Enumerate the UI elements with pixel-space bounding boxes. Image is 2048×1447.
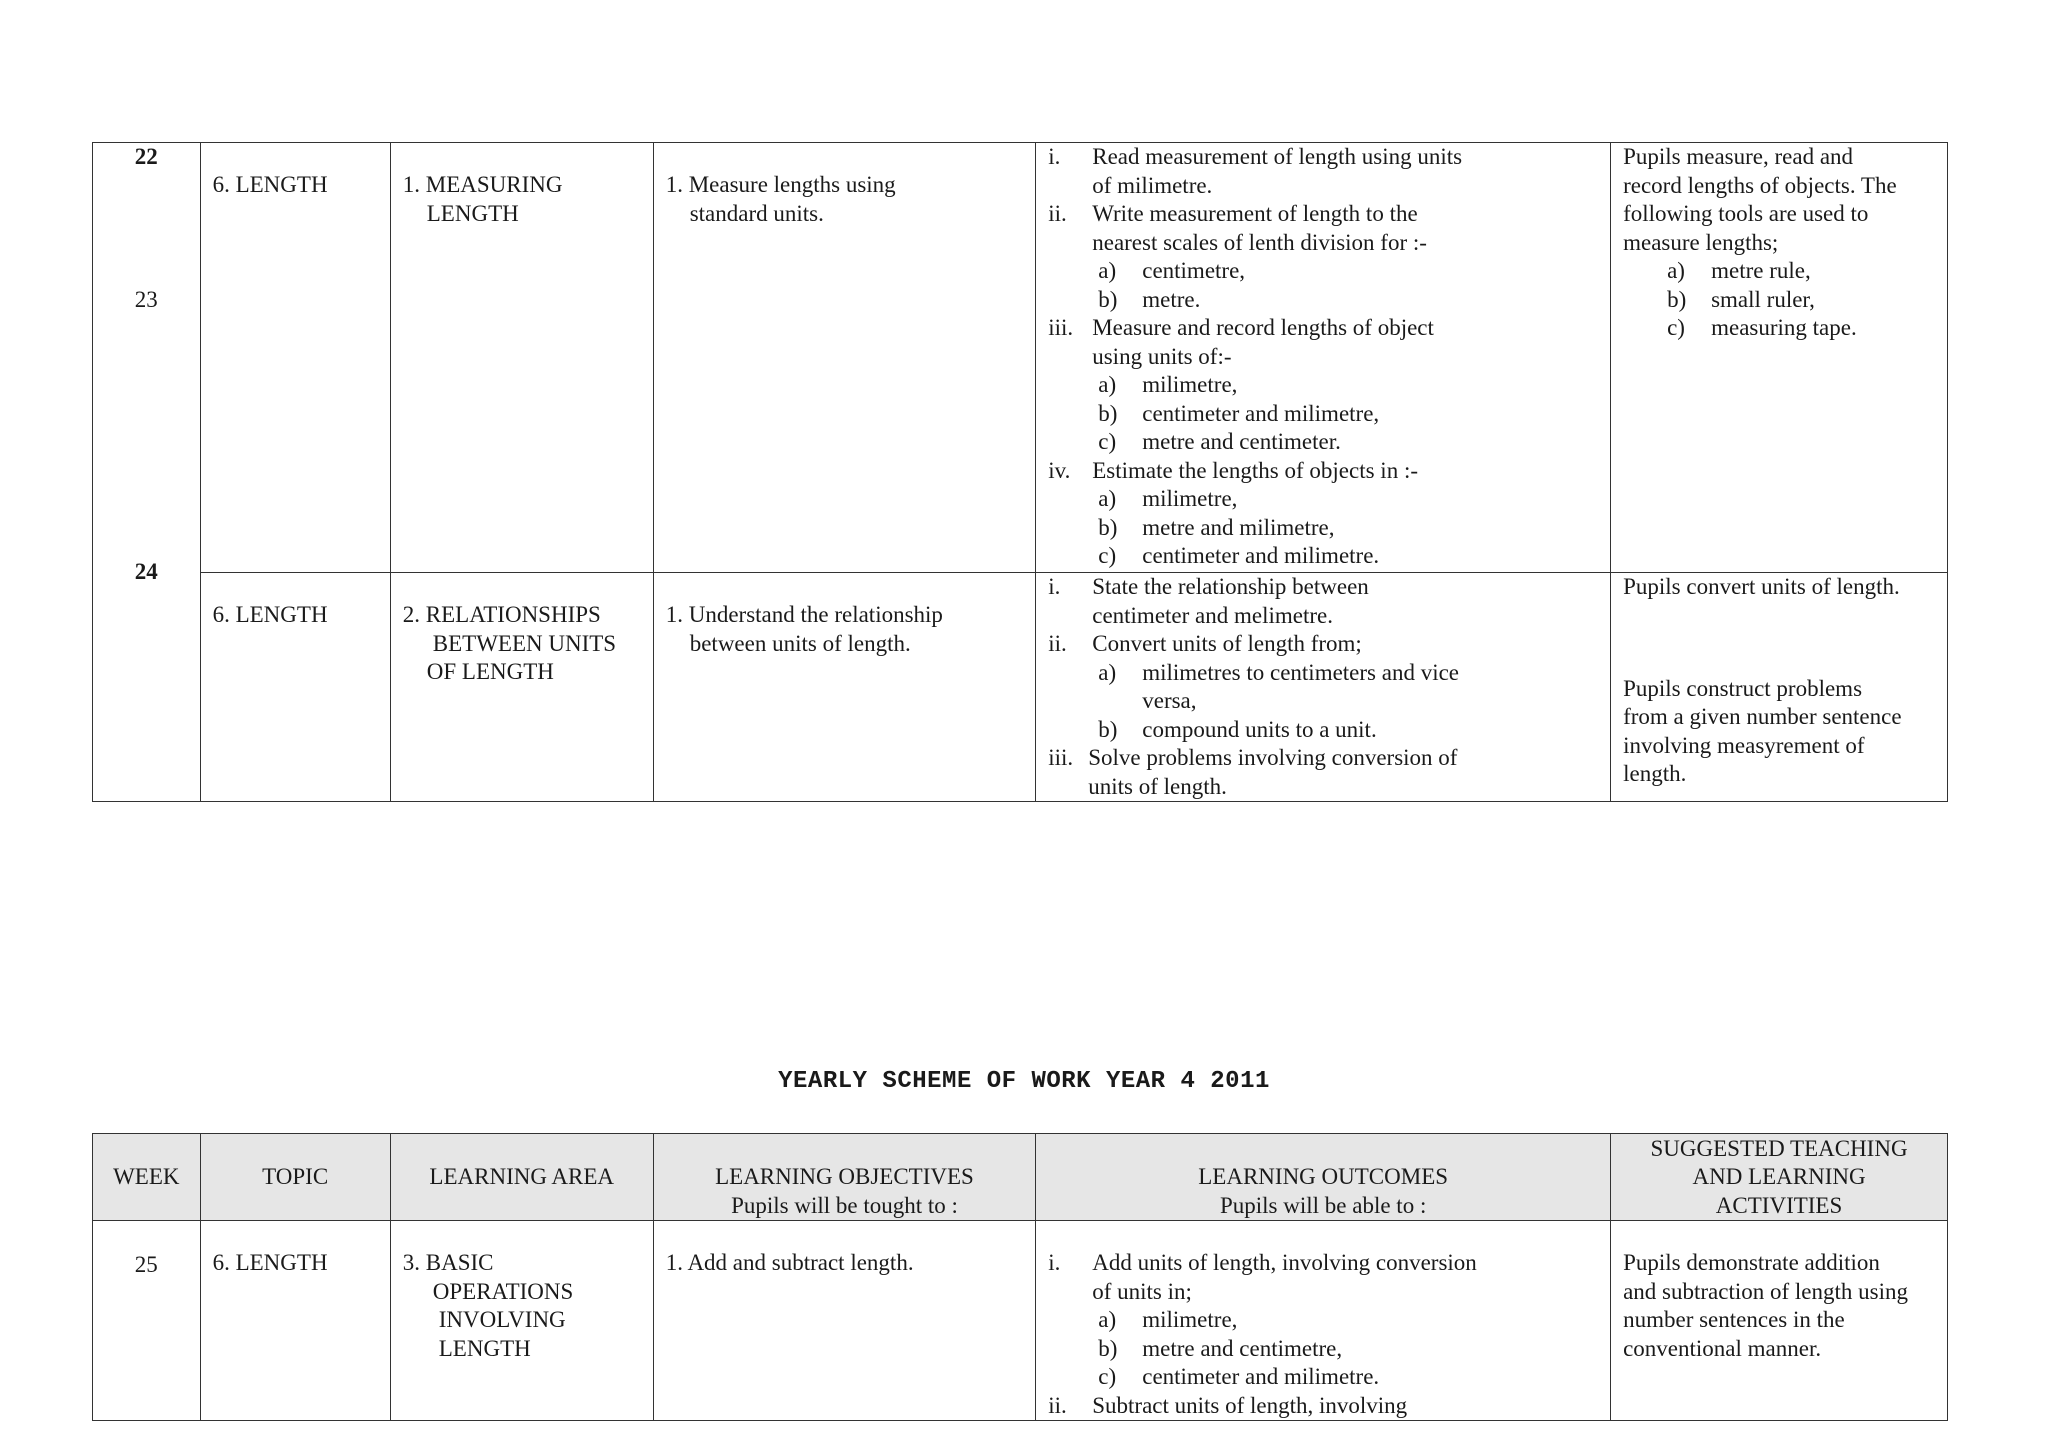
activity-text: from a given number sentence [1623,704,1902,729]
header-week: WEEK [93,1134,201,1221]
activity-text: measure lengths; [1623,229,1779,255]
outcome-subitem: b) metre and centimetre, [1098,1335,1343,1361]
outcome-text: of milimetre. [1092,172,1213,198]
learning-outcome-cell [1036,143,1611,573]
activity-text: length. [1623,761,1687,786]
activity-text: number sentences in the [1623,1307,1845,1332]
outcome-subitem: a) milimetres to centimeters and vice [1098,659,1460,685]
objective-text: standard units. [689,200,824,226]
outcome-text: using units of:- [1092,343,1232,369]
activity-text: Pupils construct problems [1623,675,1863,701]
learning-area-cell [390,143,653,573]
week-number: 25 [134,1252,158,1277]
learning-objective-cell [653,573,1036,802]
header-learning-area: LEARNING AREA [390,1134,653,1221]
outcome-subitem: c) centimeter and milimetre. [1098,1364,1380,1389]
learning-objective-cell [653,1221,1036,1421]
learning-area-text: LENGTH [438,1335,531,1361]
topic-text: 6. LENGTH [212,602,328,627]
outcome-text: of units in; [1092,1278,1192,1304]
outcome-subitem: b) centimeter and milimetre, [1098,400,1380,426]
outcome-item: iii. Measure and record lengths of object [1048,315,1434,340]
table-header-row [93,1134,1948,1221]
learning-area-text: LENGTH [426,200,519,226]
table-row [93,1221,1948,1421]
outcome-subitem: a) milimetre, [1098,1307,1238,1332]
week-cell [93,143,201,802]
outcome-item: ii. Subtract units of length, involving [1048,1392,1408,1418]
objective-text: 1. Add and subtract length. [665,1250,914,1275]
topic-cell [200,1221,390,1421]
objective-text: 1. Understand the relationship [665,602,943,627]
outcome-subitem: a) milimetre, [1098,486,1238,511]
outcome-item: i. Add units of length, involving conversion [1048,1250,1477,1275]
outcome-item: iii. Solve problems involving conversion of [1048,745,1458,770]
topic-text: 6. LENGTH [212,172,328,197]
activity-text: record lengths of objects. The [1623,172,1897,198]
header-learning-objectives: LEARNING OBJECTIVES Pupils will be tought to : [653,1134,1036,1221]
outcome-text: units of length. [1088,773,1227,799]
activity-subitem: b) small ruler, [1667,286,1815,312]
activity-subitem: a) metre rule, [1667,258,1811,283]
activity-text: Pupils demonstrate addition [1623,1250,1880,1275]
outcome-subitem: b) metre. [1098,286,1201,312]
week-cell [93,1221,201,1421]
learning-outcome-cell [1036,1221,1611,1421]
outcome-text: nearest scales of lenth division for :- [1092,229,1427,255]
outcome-subitem: a) milimetre, [1098,372,1238,397]
week-number: 23 [134,286,158,312]
header-topic: TOPIC [200,1134,390,1221]
learning-area-text: OPERATIONS [432,1278,574,1304]
learning-area-text: 1. MEASURING [402,172,563,197]
learning-outcome-cell [1036,573,1611,802]
week-number: 24 [134,559,158,584]
scheme-table-week-25 [92,1133,1948,1421]
header-activities: SUGGESTED TEACHING AND LEARNING ACTIVITIES [1611,1134,1948,1221]
scheme-table-weeks-22-24 [92,142,1948,802]
objective-text: between units of length. [689,630,911,656]
activity-text: and subtraction of length using [1623,1278,1908,1304]
outcome-subitem: c) centimeter and milimetre. [1098,543,1380,568]
learning-area-text: INVOLVING [438,1307,566,1332]
learning-area-cell [390,573,653,802]
learning-objective-cell [653,143,1036,573]
week-number: 22 [134,144,158,169]
table-row [93,143,1948,573]
activity-cell [1611,573,1948,802]
activity-text: following tools are used to [1623,201,1869,226]
header-learning-outcomes: LEARNING OUTCOMES Pupils will be able to : [1036,1134,1611,1221]
activity-text: involving measyrement of [1623,732,1865,758]
activity-cell [1611,143,1948,573]
topic-cell [200,573,390,802]
topic-cell [200,143,390,573]
learning-area-text: BETWEEN UNITS [432,630,617,656]
outcome-subitem: c) metre and centimeter. [1098,429,1341,454]
outcome-text: centimeter and melimetre. [1092,602,1333,628]
learning-area-text: OF LENGTH [426,659,554,684]
outcome-subitem: a) centimetre, [1098,258,1246,283]
outcome-text: versa, [1142,688,1197,713]
learning-area-text: 2. RELATIONSHIPS [402,602,601,627]
outcome-subitem: b) metre and milimetre, [1098,514,1335,540]
topic-text: 6. LENGTH [212,1250,328,1275]
activity-text: Pupils measure, read and [1623,144,1854,169]
outcome-item: i. State the relationship between [1048,574,1369,599]
outcome-item: ii. Write measurement of length to the [1048,201,1418,226]
outcome-item: iv. Estimate the lengths of objects in :- [1048,457,1418,483]
outcome-item: ii. Convert units of length from; [1048,631,1362,656]
document-heading: YEARLY SCHEME OF WORK YEAR 4 2011 [778,1068,1270,1095]
activity-text: conventional manner. [1623,1335,1822,1361]
activity-text: Pupils convert units of length. [1623,574,1900,599]
activity-cell [1611,1221,1948,1421]
learning-area-cell [390,1221,653,1421]
activity-subitem: c) measuring tape. [1667,315,1857,340]
outcome-subitem: b) compound units to a unit. [1098,716,1377,742]
outcome-item: i. Read measurement of length using units [1048,144,1463,169]
table-row [93,573,1948,802]
learning-area-text: 3. BASIC [402,1250,494,1275]
objective-text: 1. Measure lengths using [665,172,896,197]
